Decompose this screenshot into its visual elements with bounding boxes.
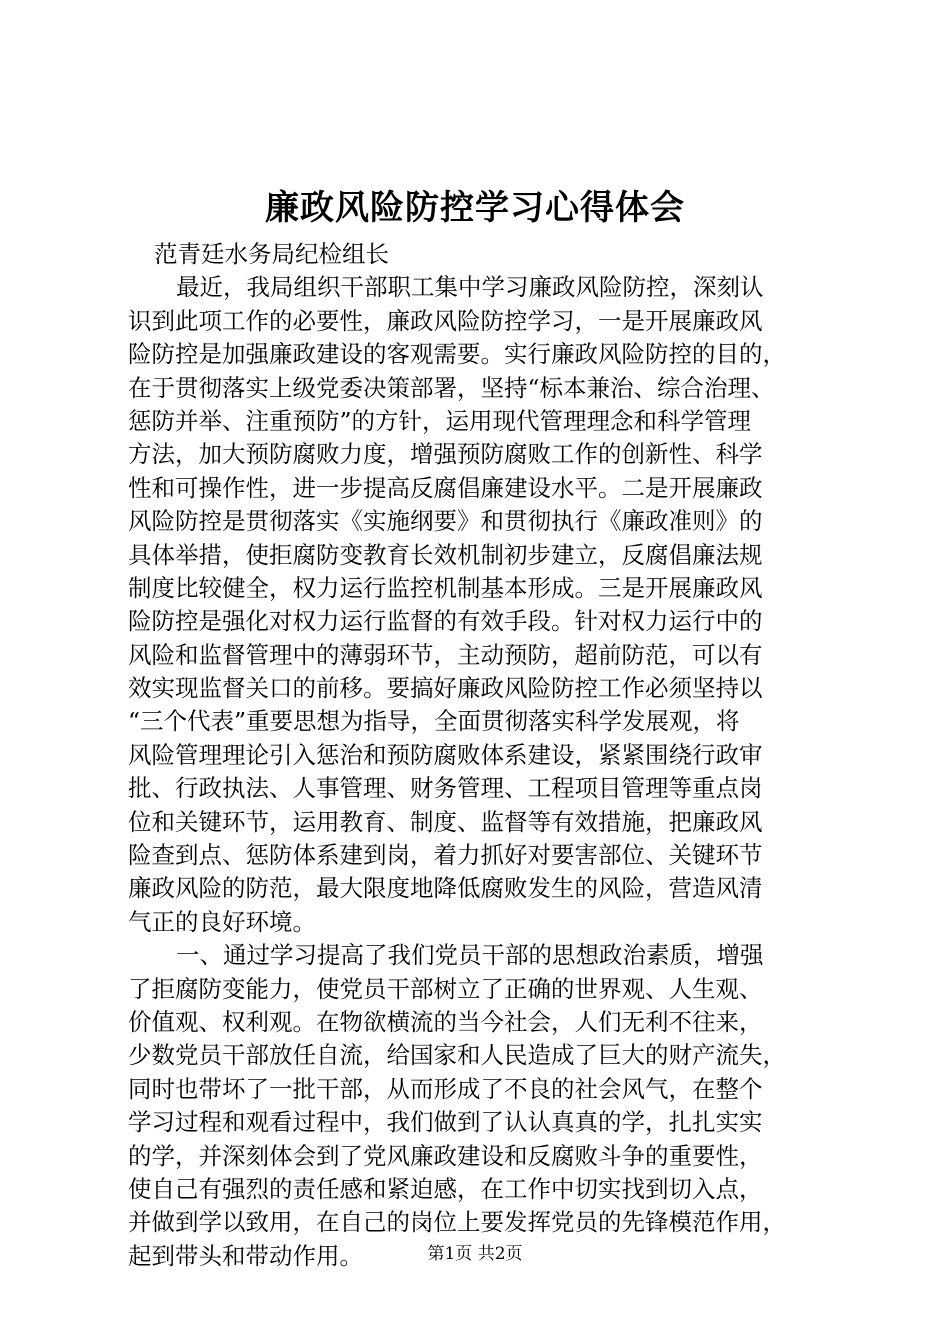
body-text-line: 起到带头和带动作用。 xyxy=(128,1241,363,1270)
body-text-line: 位和关键环节，运用教育、制度、监督等有效措施，把廉政风 xyxy=(128,807,763,836)
body-text-line: 风险和监督管理中的薄弱环节，主动预防，超前防范，可以有 xyxy=(128,640,763,669)
body-text-line: 在于贯彻落实上级党委决策部署，坚持“标本兼治、综合治理、 xyxy=(128,373,775,402)
author-line: 范青廷水务局纪检组长 xyxy=(154,240,389,268)
page-footer: 第1页 共2页 xyxy=(427,1244,523,1264)
body-text-line: 一、通过学习提高了我们党员干部的思想政治素质，增强 xyxy=(176,941,764,970)
body-text-line: 同时也带坏了一批干部，从而形成了不良的社会风气，在整个 xyxy=(128,1074,763,1103)
body-text-line: 具体举措，使拒腐防变教育长效机制初步建立，反腐倡廉法规 xyxy=(128,540,763,569)
body-text-line: 少数党员干部放任自流，给国家和人民造成了巨大的财产流失， xyxy=(128,1041,786,1070)
body-text-line: 性和可操作性，进一步提高反腐倡廉建设水平。二是开展廉政 xyxy=(128,473,763,502)
body-text-line: 的学，并深刻体会到了党风廉政建设和反腐败斗争的重要性， xyxy=(128,1141,763,1170)
body-text-line: 险查到点、惩防体系建到岗，着力抓好对要害部位、关键环节 xyxy=(128,841,763,870)
body-text-line: 风险防控是贯彻落实《实施纲要》和贯彻执行《廉政准则》的 xyxy=(128,507,763,536)
body-text-line: 风险管理理论引入惩治和预防腐败体系建设，紧紧围绕行政审 xyxy=(128,740,763,769)
body-text-line: “三个代表”重要思想为指导，全面贯彻落实科学发展观，将 xyxy=(128,707,740,736)
body-text-line: 效实现监督关口的前移。要搞好廉政风险防控工作必须坚持以 xyxy=(128,674,763,703)
body-text-line: 了拒腐防变能力，使党员干部树立了正确的世界观、人生观、 xyxy=(128,974,763,1003)
body-text-line: 方法，加大预防腐败力度，增强预防腐败工作的创新性、科学 xyxy=(128,440,763,469)
paragraph-lines xyxy=(128,271,848,1273)
body-text-line: 最近，我局组织干部职工集中学习廉政风险防控，深刻认 xyxy=(176,273,764,302)
body-text-line: 制度比较健全，权力运行监控机制基本形成。三是开展廉政风 xyxy=(128,573,763,602)
body-text-line: 廉政风险的防范，最大限度地降低腐败发生的风险，营造风清 xyxy=(128,874,763,903)
document-title: 廉政风险防控学习心得体会 xyxy=(265,188,685,228)
body-text-line: 气正的良好环境。 xyxy=(128,907,316,936)
body-text-line: 惩防并举、注重预防”的方针，运用现代管理理念和科学管理 xyxy=(128,406,752,435)
body-text-line: 并做到学以致用，在自己的岗位上要发挥党员的先锋模范作用， xyxy=(128,1208,786,1237)
body-text-line: 险防控是加强廉政建设的客观需要。实行廉政风险防控的目的， xyxy=(128,340,786,369)
body-text-line: 使自己有强烈的责任感和紧迫感，在工作中切实找到切入点， xyxy=(128,1174,763,1203)
body-text-line: 学习过程和观看过程中，我们做到了认认真真的学，扎扎实实 xyxy=(128,1108,763,1137)
document-body xyxy=(128,238,848,1273)
body-text-line: 批、行政执法、人事管理、财务管理、工程项目管理等重点岗 xyxy=(128,774,763,803)
body-text-line: 险防控是强化对权力运行监督的有效手段。针对权力运行中的 xyxy=(128,607,763,636)
body-text-line: 识到此项工作的必要性，廉政风险防控学习，一是开展廉政风 xyxy=(128,306,763,335)
body-text-line: 价值观、权利观。在物欲横流的当今社会，人们无利不往来， xyxy=(128,1007,763,1036)
